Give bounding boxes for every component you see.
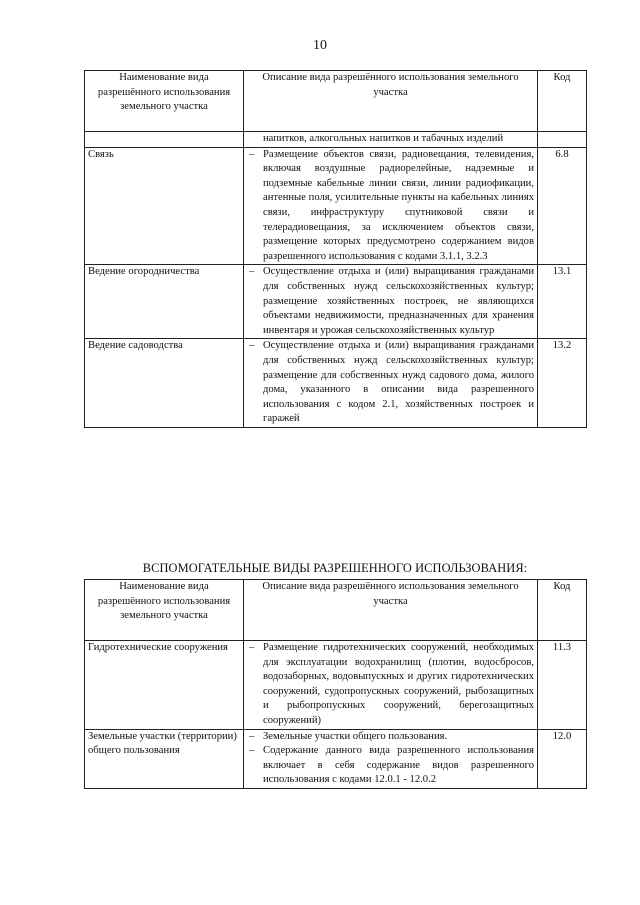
list-dash: –	[249, 148, 255, 160]
header-name: Наименование вида разрешённого использования земельного участка	[85, 71, 244, 132]
table-header-row	[85, 580, 587, 641]
list-dash: –	[249, 745, 255, 757]
header-name: Наименование вида разрешённого использования земельного участка	[85, 580, 244, 641]
row-code: 13.1	[538, 265, 587, 339]
table-row	[85, 132, 587, 148]
row-name: Ведение огородничества	[85, 265, 244, 339]
row-description: Содержание данного вида разрешенного использования включает в себя содержание видов разрешенного использования с кодами 12.0.1 - 12.0.2	[263, 745, 534, 786]
section-title: ВСПОМОГАТЕЛЬНЫЕ ВИДЫ РАЗРЕШЕННОГО ИСПОЛЬЗОВАНИЯ:	[142, 561, 528, 575]
row-description: Земельные участки общего пользования.	[263, 730, 448, 742]
row-description: Размещение гидротехнических сооружений, необходимых для эксплуатации водохранилищ (плотин, водосбросов, водозаборных, водовыпускных и других гидротехнических сооружений, судопропускных сооружений, рыбозащитных и рыбопропускных сооружений, берегозащитных сооружений)	[263, 642, 534, 726]
row-description: Осуществление отдыха и (или) выращивания гражданами для собственных нужд сельскохозяйственных культур; размещение хозяйственных построек, не являющихся объектами недвижимости, предназначенных для хранения инвентаря и урожая сельскохозяйственных культур	[263, 266, 534, 336]
row-code: 13.2	[538, 339, 587, 428]
row-code: 6.8	[538, 147, 587, 265]
list-dash: –	[249, 340, 255, 352]
table-row	[85, 339, 587, 428]
row-description: Размещение объектов связи, радиовещания, телевидения, включая воздушные радиорелейные, надземные и подземные кабельные линии связи, линии радиофикации, антенные поля, усилительные пункты на кабельных линиях связи, инфраструктуру спутниковой связи и телерадиовещания, за исключением объектов связи, размещение которых предусмотрено содержанием видов разрешенного использования с кодами 3.1.1, 3.2.3	[263, 148, 534, 262]
list-dash: –	[249, 730, 255, 742]
row-name: Гидротехнические сооружения	[85, 641, 244, 730]
main-uses-table	[84, 70, 587, 428]
row-name: Земельные участки (территории) общего пользования	[85, 729, 244, 788]
row-name: Ведение садоводства	[85, 339, 244, 428]
header-code: Код	[538, 580, 587, 641]
header-code: Код	[538, 71, 587, 132]
table-header-row	[85, 71, 587, 132]
row-name: Связь	[85, 147, 244, 265]
table-row	[85, 147, 587, 265]
table-row	[85, 265, 587, 339]
header-description: Описание вида разрешённого использования земельного участка	[244, 580, 538, 641]
page-number: 10	[313, 38, 327, 53]
table-row	[85, 729, 587, 788]
list-dash: –	[249, 266, 255, 278]
auxiliary-uses-table	[84, 579, 587, 789]
row-description: Осуществление отдыха и (или) выращивания гражданами для собственных нужд сельскохозяйственных культур; размещение для собственных нужд садового дома, жилого дома, указанного в описании вида разрешенного использования с кодом 2.1, хозяйственных построек и гаражей	[263, 340, 534, 425]
row-code: 12.0	[538, 729, 587, 788]
continuation-text: напитков, алкогольных напитков и табачных изделий	[263, 133, 504, 144]
header-description: Описание вида разрешённого использования земельного участка	[244, 71, 538, 132]
table-row	[85, 641, 587, 730]
list-dash: –	[249, 642, 255, 653]
row-code: 11.3	[538, 641, 587, 730]
